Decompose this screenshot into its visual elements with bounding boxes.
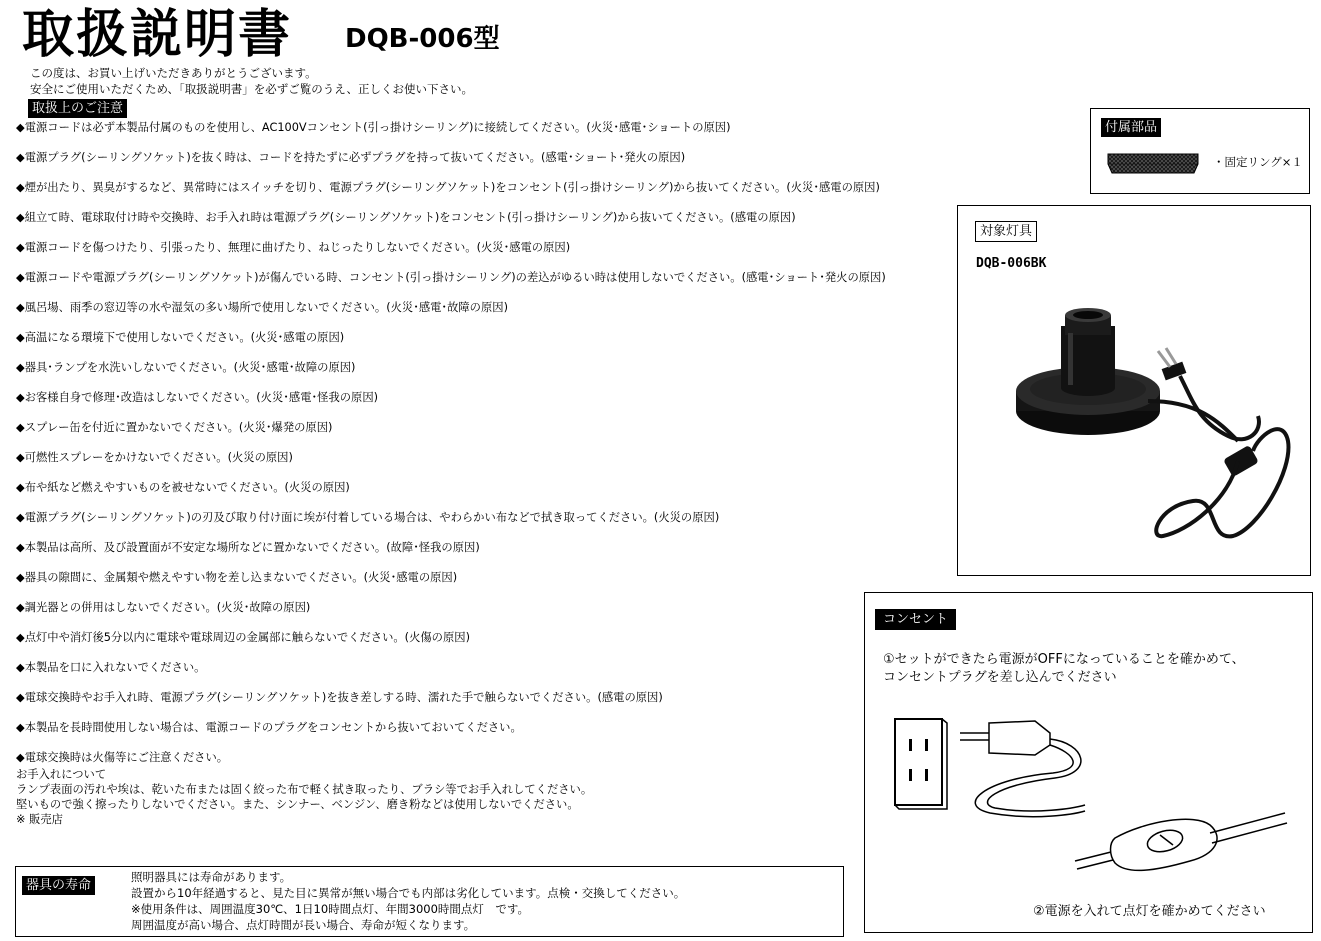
fixture-model: DQB-006BK <box>976 256 1047 271</box>
caution-item: ◆風呂場、雨季の窓辺等の水や湿気の多い場所で使用しないでください。(火災･感電･故障の原因) <box>16 301 508 314</box>
fixing-ring-icon <box>1106 151 1200 177</box>
caution-item: ◆高温になる環境下で使用しないでください。(火災･感電の原因) <box>16 331 345 344</box>
caution-item: ◆スプレー缶を付近に置かないでください。(火災･爆発の原因) <box>16 421 333 434</box>
care-line: ※ 販売店 <box>16 813 63 826</box>
outlet-step-2: ②電源を入れて点灯を確かめてください <box>1033 904 1266 919</box>
caution-item: ◆電源コードや電源プラグ(シーリングソケット)が傷んでいる時、コンセント(引っ掛けシーリング)の差込がゆるい時は使用しないでください。(感電･ショート･発火の原因) <box>16 271 886 284</box>
caution-item: ◆器具･ランプを水洗いしないでください。(火災･感電･故障の原因) <box>16 361 356 374</box>
caution-item: ◆電球交換時やお手入れ時、電源プラグ(シーリングソケット)を抜き差しする時、濡れた手で触らないでください。(感電の原因) <box>16 691 663 704</box>
care-line: お手入れについて <box>16 768 107 781</box>
caution-item: ◆布や紙など燃えやすいものを被せないでください。(火災の原因) <box>16 481 350 494</box>
intro-line: 安全にご使用いただくため、「取扱説明書」を必ずご覧のうえ、正しくお使い下さい。 <box>30 82 473 96</box>
socket-lamp-icon <box>1008 301 1308 551</box>
caution-item: ◆煙が出たり、異臭がするなど、異常時にはスイッチを切り、電源プラグ(シーリングソケット)をコンセント(引っ掛けシーリング)から抜いてください。(火災･感電の原因) <box>16 181 880 194</box>
lifespan-line: 周囲温度が高い場合、点灯時間が長い場合、寿命が短くなります。 <box>131 918 476 932</box>
caution-item: ◆電源プラグ(シーリングソケット)を抜く時は、コードを持たずに必ずプラグを持って抜いてください。(感電･ショート･発火の原因) <box>16 151 686 164</box>
accessory-parts-box <box>1090 108 1310 194</box>
caution-item: ◆お客様自身で修理･改造はしないでください。(火災･感電･怪我の原因) <box>16 391 379 404</box>
caution-item: ◆電源プラグ(シーリングソケット)の刃及び取り付け面に埃が付着している場合は、やわらかい布などで拭き取ってください。(火災の原因) <box>16 511 720 524</box>
caution-section-label: 取扱上のご注意 <box>28 99 127 118</box>
lifespan-line: ※使用条件は、周囲温度30℃、1日10時間点灯、年間3000時間点灯 です。 <box>131 902 529 916</box>
caution-list <box>16 121 886 766</box>
lifespan-label: 器具の寿命 <box>22 876 95 895</box>
caution-item: ◆組立て時、電球取付け時や交換時、お手入れ時は電源プラグ(シーリングソケット)をコンセント(引っ掛けシーリング)から抜いてください。(感電の原因) <box>16 211 796 224</box>
lifespan-line: 照明器具には寿命があります。 <box>131 870 292 884</box>
intro-line: この度は、お買い上げいただきありがとうございます。 <box>30 66 317 80</box>
parts-item: ・固定リング×１ <box>1213 155 1303 169</box>
caution-item: ◆電球交換時は火傷等にご注意ください。 <box>16 751 229 764</box>
lifespan-line: 設置から10年経過すると、見た目に異常が無い場合でも内部は劣化しています。点検・交換してください。 <box>131 886 686 900</box>
page-title: 取扱説明書 <box>22 5 293 65</box>
lifespan-box <box>15 866 844 937</box>
lifespan-text <box>131 869 685 933</box>
caution-item: ◆可燃性スプレーをかけないでください。(火災の原因) <box>16 451 293 464</box>
caution-item: ◆器具の隙間に、金属類や燃えやすい物を差し込まないでください。(火災･感電の原因) <box>16 571 458 584</box>
caution-item: ◆調光器との併用はしないでください。(火災･故障の原因) <box>16 601 311 614</box>
outlet-label: コンセント <box>875 609 956 630</box>
step-1-line: コンセントプラグを差し込んでください <box>883 670 1117 685</box>
model-number: DQB-006型 <box>345 24 500 54</box>
caution-item: ◆点灯中や消灯後5分以内に電球や電球周辺の金属部に触らないでください。(火傷の原因) <box>16 631 470 644</box>
caution-item: ◆電源コードを傷つけたり、引張ったり、無理に曲げたり、ねじったりしないでください。(火災･感電の原因) <box>16 241 571 254</box>
caution-item: ◆電源コードは必ず本製品付属のものを使用し、AC100Vコンセント(引っ掛けシーリング)に接続してください。(火災･感電･ショートの原因) <box>16 121 731 134</box>
care-line: 堅いもので強く擦ったりしないでください。また、シンナー、ベンジン、磨き粉などは使用しないでください。 <box>16 798 579 811</box>
target-fixture-box <box>957 205 1311 576</box>
outlet-instruction-box <box>864 592 1313 933</box>
plug-and-switch-diagram <box>865 593 1312 932</box>
care-line: ランプ表面の汚れや埃は、乾いた布または固く絞った布で軽く拭き取ったり、ブラシ等でお手入れしてください。 <box>16 783 593 796</box>
caution-item: ◆本製品は高所、及び設置面が不安定な場所などに置かないでください。(故障･怪我の原因) <box>16 541 480 554</box>
caution-item: ◆本製品を口に入れないでください。 <box>16 661 206 674</box>
caution-item: ◆本製品を長時間使用しない場合は、電源コードのプラグをコンセントから抜いておいてください。 <box>16 721 522 734</box>
step-1-line: ①セットができたら電源がOFFになっていることを確かめて、 <box>883 652 1245 667</box>
intro-text <box>30 65 473 97</box>
care-section <box>16 767 592 827</box>
fixture-label: 対象灯具 <box>975 221 1037 242</box>
parts-label: 付属部品 <box>1101 118 1161 137</box>
